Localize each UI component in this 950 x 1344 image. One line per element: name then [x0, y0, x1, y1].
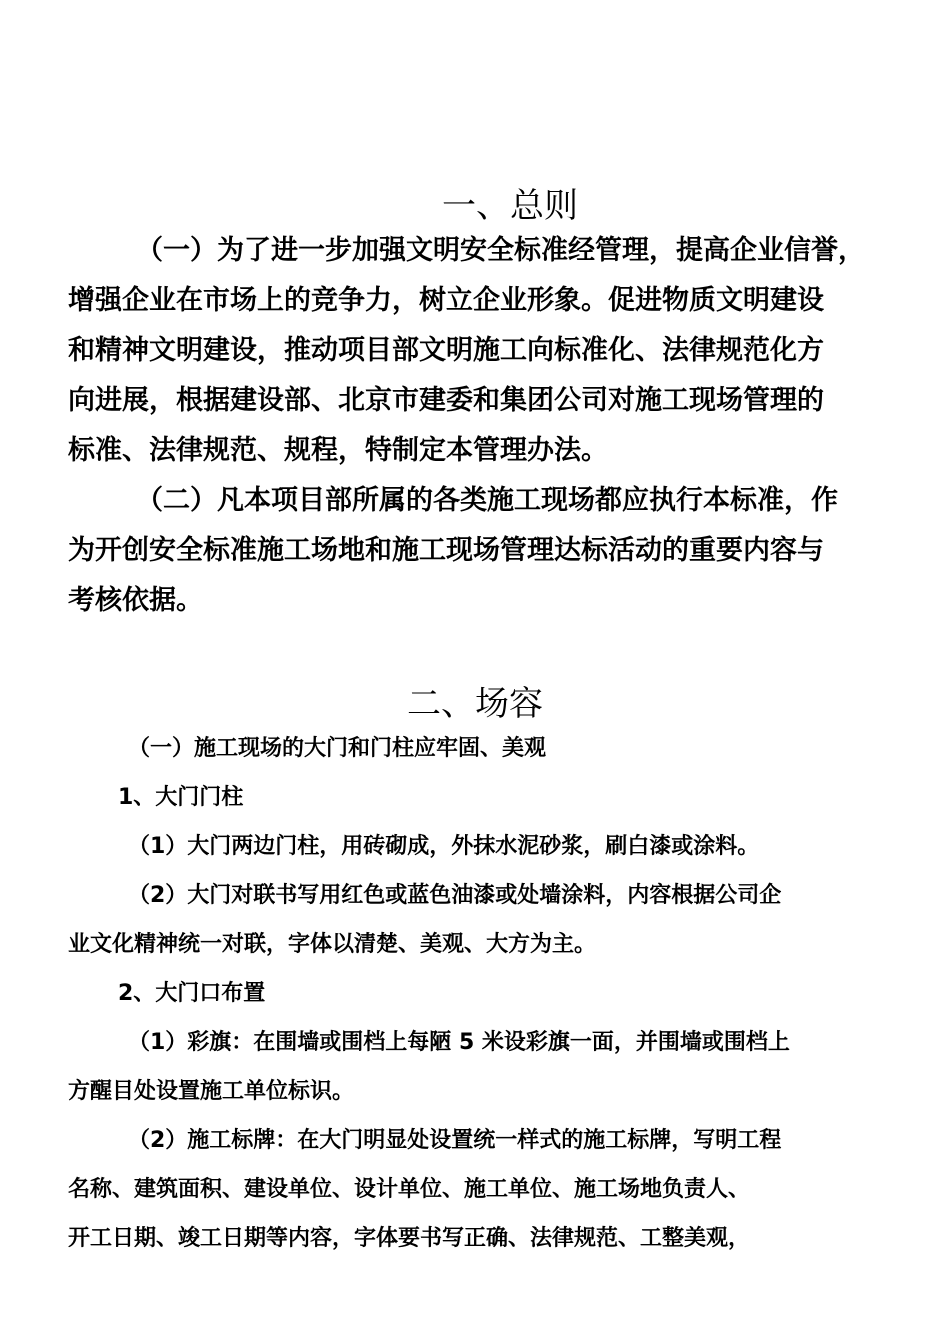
paragraph-scope	[68, 476, 898, 626]
subsection-heading: （一）施工现场的大门和门柱应牢固、美观	[128, 736, 547, 761]
text-line: （2）大门对联书写用红色或蓝色油漆或处墙涂料，内容根据公司企	[128, 883, 782, 908]
text-line: 和精神文明建设，推动项目部文明施工向标准化、法律规范化方	[68, 335, 824, 366]
text-line: 业文化精神统一对联，字体以清楚、美观、大方为主。	[68, 932, 597, 957]
text-line: 名称、建筑面积、建设单位、设计单位、施工单位、施工场地负责人、	[68, 1177, 751, 1202]
section-title-general: 一、总则	[442, 186, 578, 226]
text-line: 开工日期、竣工日期等内容，字体要书写正确、法律规范、工整美观，	[68, 1226, 751, 1251]
text-line: 增强企业在市场上的竞争力，树立企业形象。促进物质文明建设	[68, 285, 824, 316]
text-line: （1）大门两边门柱，用砖砌成，外抹水泥砂浆，刷白漆或涂料。	[128, 834, 760, 859]
text-line: 向进展，根据建设部、北京市建委和集团公司对施工现场管理的	[68, 385, 824, 416]
text-line: 方醒目处设置施工单位标识。	[68, 1079, 355, 1104]
item-heading: 2、大门口布置	[118, 981, 266, 1006]
text-line: 考核依据。	[68, 585, 203, 616]
paragraph-purpose	[68, 226, 898, 476]
text-line: （一）为了进一步加强文明安全标准经管理，提高企业信誉，	[136, 235, 865, 266]
text-line: （二）凡本项目部所属的各类施工现场都应执行本标准，作	[136, 485, 838, 516]
text-line: 为开创安全标准施工场地和施工现场管理达标活动的重要内容与	[68, 535, 824, 566]
text-line: （1）彩旗：在围墙或围档上每陋 5 米设彩旗一面，并围墙或围档上	[128, 1030, 790, 1055]
text-line: 标准、法律规范、规程，特制定本管理办法。	[68, 435, 608, 466]
text-line: （2）施工标牌：在大门明显处设置统一样式的施工标牌，写明工程	[128, 1128, 782, 1153]
subsection-gate	[68, 724, 898, 1263]
item-heading: 1、大门门柱	[118, 785, 244, 810]
section-title-site: 二、场容	[407, 684, 543, 724]
